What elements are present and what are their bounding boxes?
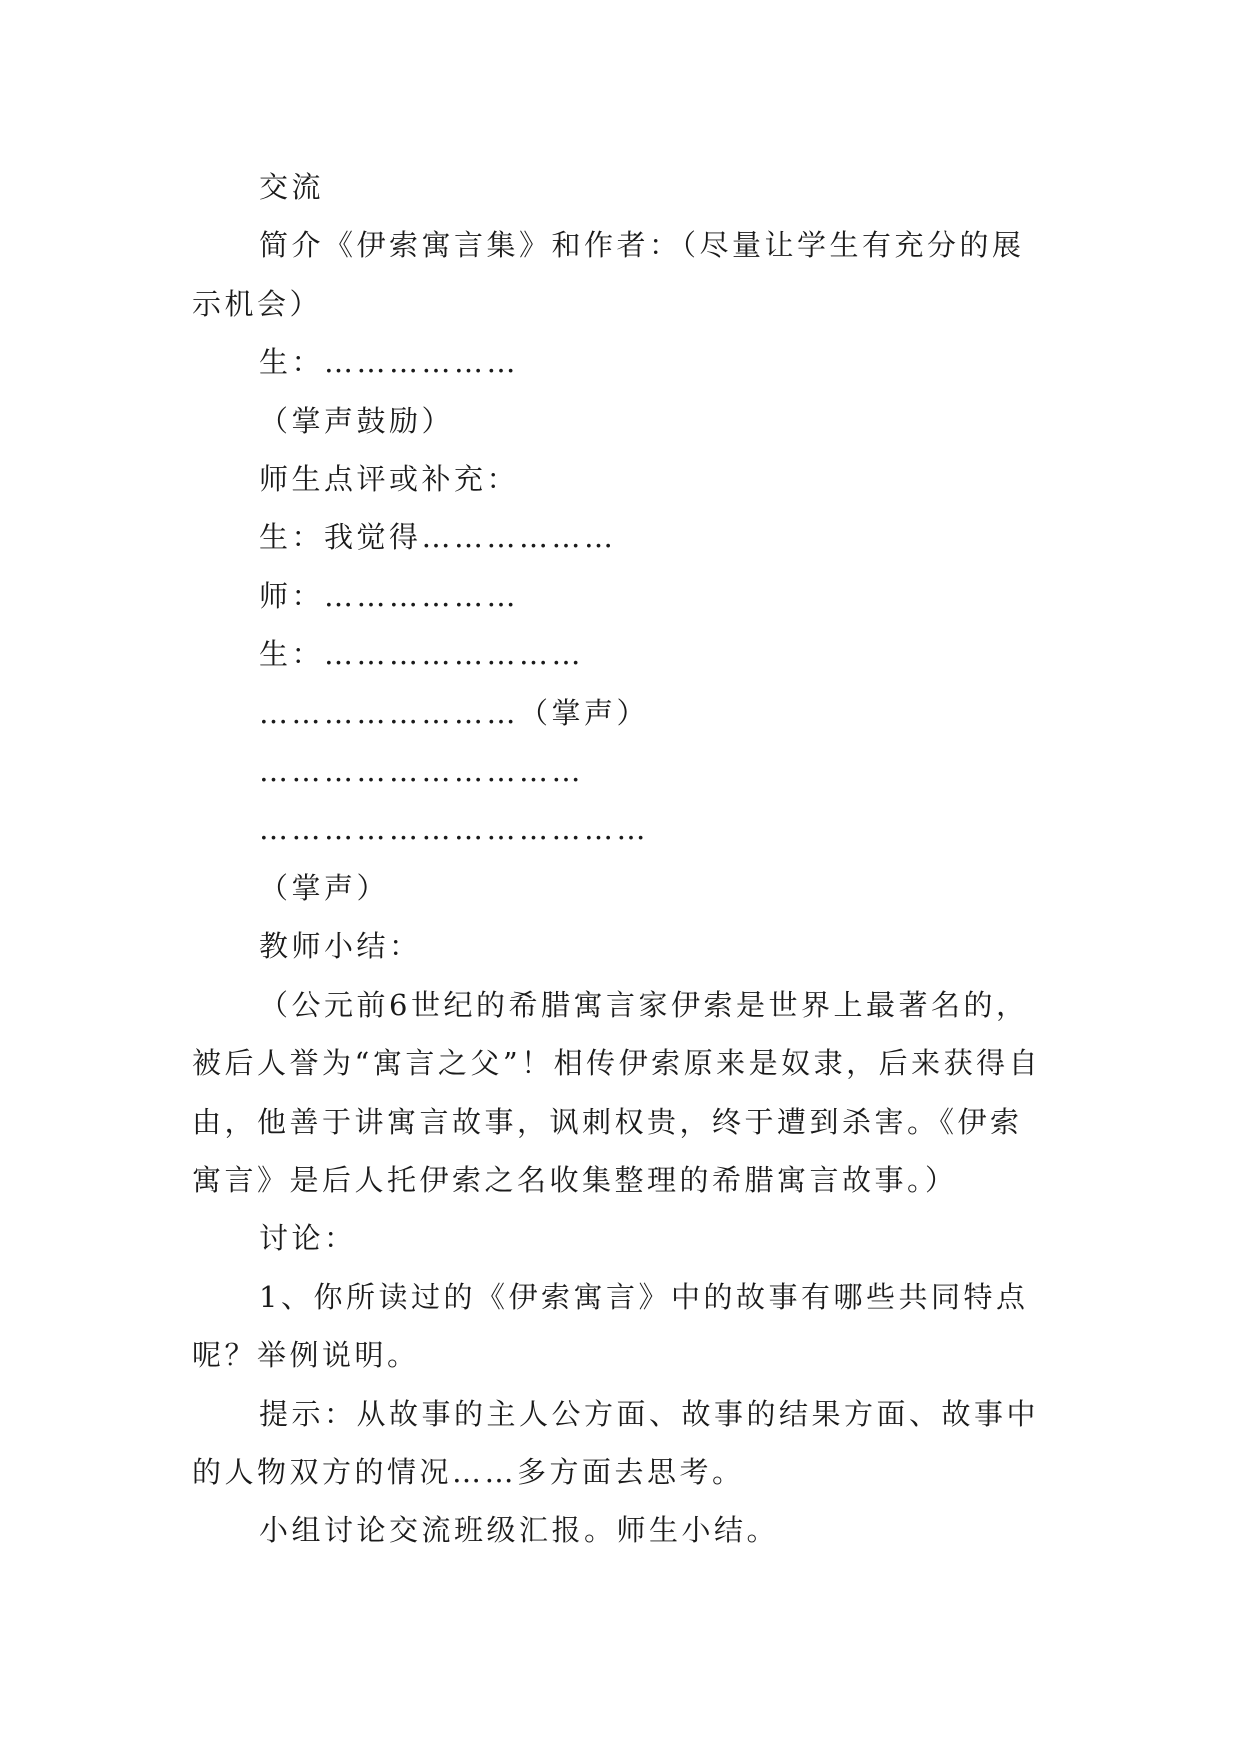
paragraph-comment-supplement: 师生点评或补充：	[259, 462, 520, 497]
paragraph-aesop-summary: （公元前6世纪的希腊寓言家伊索是世界上最著名的，被后人誉为“寓言之父”！相传伊索原来是奴隶，后来获得自由，他善于讲寓言故事，讽刺权贵，终于遭到杀害。《伊索寓言》是后人托伊索之名收集整理的希腊寓言故事。）	[192, 987, 1042, 1197]
paragraph-teacher-summary-label: 教师小结：	[259, 929, 422, 964]
paragraph-applause: （掌声）	[259, 870, 390, 905]
paragraph-student-opinion: 生：我觉得………………	[259, 520, 617, 555]
paragraph-applause-encourage: （掌声鼓励）	[259, 403, 455, 438]
paragraph-group-discussion: 小组讨论交流班级汇报。师生小结。	[259, 1513, 780, 1548]
document-body	[192, 158, 1054, 1560]
paragraph-discussion-label: 讨论：	[259, 1221, 357, 1256]
paragraph-hint: 提示：从故事的主人公方面、故事的结果方面、故事中的人物双方的情况……多方面去思考。	[192, 1396, 1040, 1489]
paragraph-introduction: 简介《伊索寓言集》和作者：（尽量让学生有充分的展示机会）	[192, 228, 1025, 321]
paragraph-student-1: 生：………………	[259, 345, 520, 380]
paragraph-dots-2: ………………………………	[259, 812, 649, 847]
paragraph-dots-applause: ……………………（掌声）	[259, 695, 650, 730]
paragraph-teacher: 师：………………	[259, 578, 520, 613]
paragraph-exchange: 交流	[259, 170, 325, 204]
paragraph-student-2: 生：……………………	[259, 637, 585, 672]
paragraph-dots-1: …………………………	[259, 754, 584, 789]
paragraph-question-1: 1、你所读过的《伊索寓言》中的故事有哪些共同特点呢？举例说明。	[192, 1279, 1029, 1373]
